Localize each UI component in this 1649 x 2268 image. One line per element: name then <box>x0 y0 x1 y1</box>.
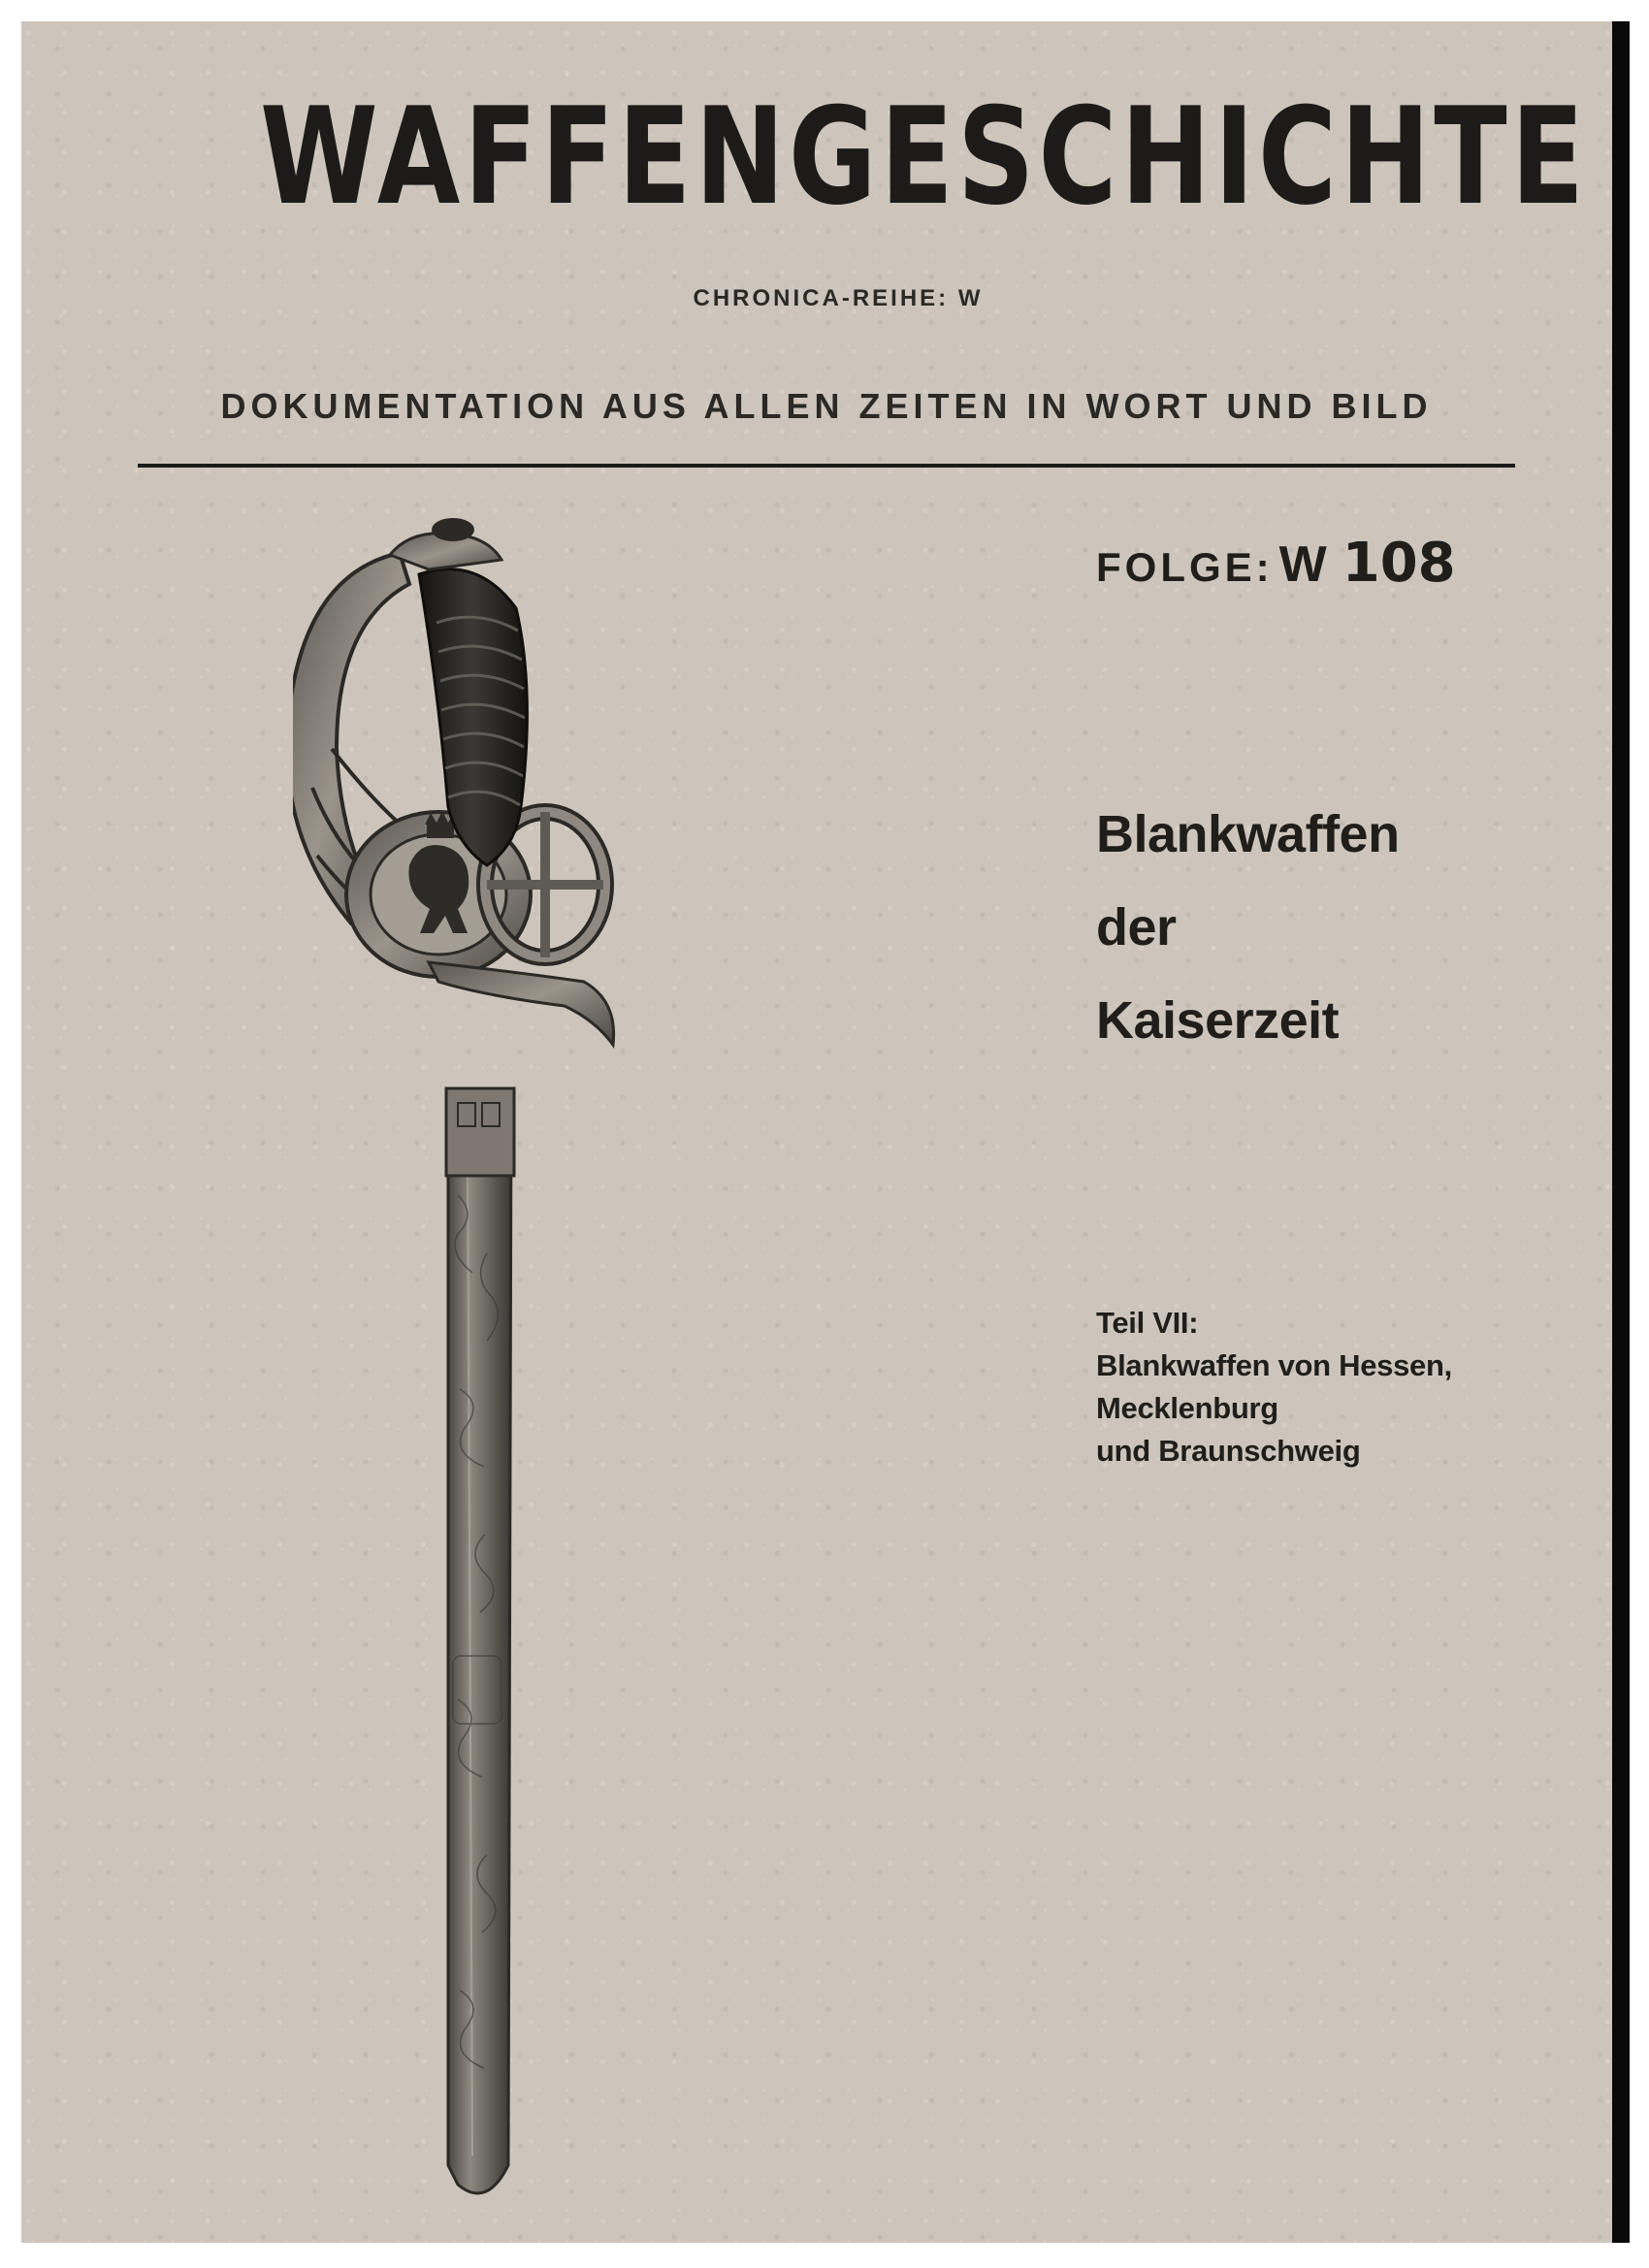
page-edge-shadow <box>1612 21 1630 2243</box>
title-line-2: der <box>1096 898 1177 956</box>
title-line-3: Kaiserzeit <box>1096 991 1340 1050</box>
cover-title <box>1096 788 1400 1067</box>
masthead-title: WAFFENGESCHICHTE <box>260 79 1589 235</box>
sabre-illustration <box>293 516 759 2223</box>
issue-prefix: W <box>1278 536 1329 593</box>
part-line-4: und Braunschweig <box>1096 1434 1361 1468</box>
part-line-1: Teil VII: <box>1096 1306 1199 1340</box>
series-label: CHRONICA-REIHE: W <box>693 285 984 311</box>
horizontal-rule <box>138 464 1515 468</box>
part-line-2: Blankwaffen von Hessen, <box>1096 1348 1452 1382</box>
title-line-1: Blankwaffen <box>1096 805 1400 863</box>
part-subtitle <box>1096 1302 1452 1473</box>
issue-value: 108 <box>1342 532 1456 595</box>
part-line-3: Mecklenburg <box>1096 1391 1278 1425</box>
issue-label: FOLGE: <box>1096 544 1274 590</box>
tagline: DOKUMENTATION AUS ALLEN ZEITEN IN WORT UND BILD <box>220 386 1433 426</box>
issue-number <box>1096 532 1456 595</box>
magazine-cover <box>21 21 1612 2243</box>
